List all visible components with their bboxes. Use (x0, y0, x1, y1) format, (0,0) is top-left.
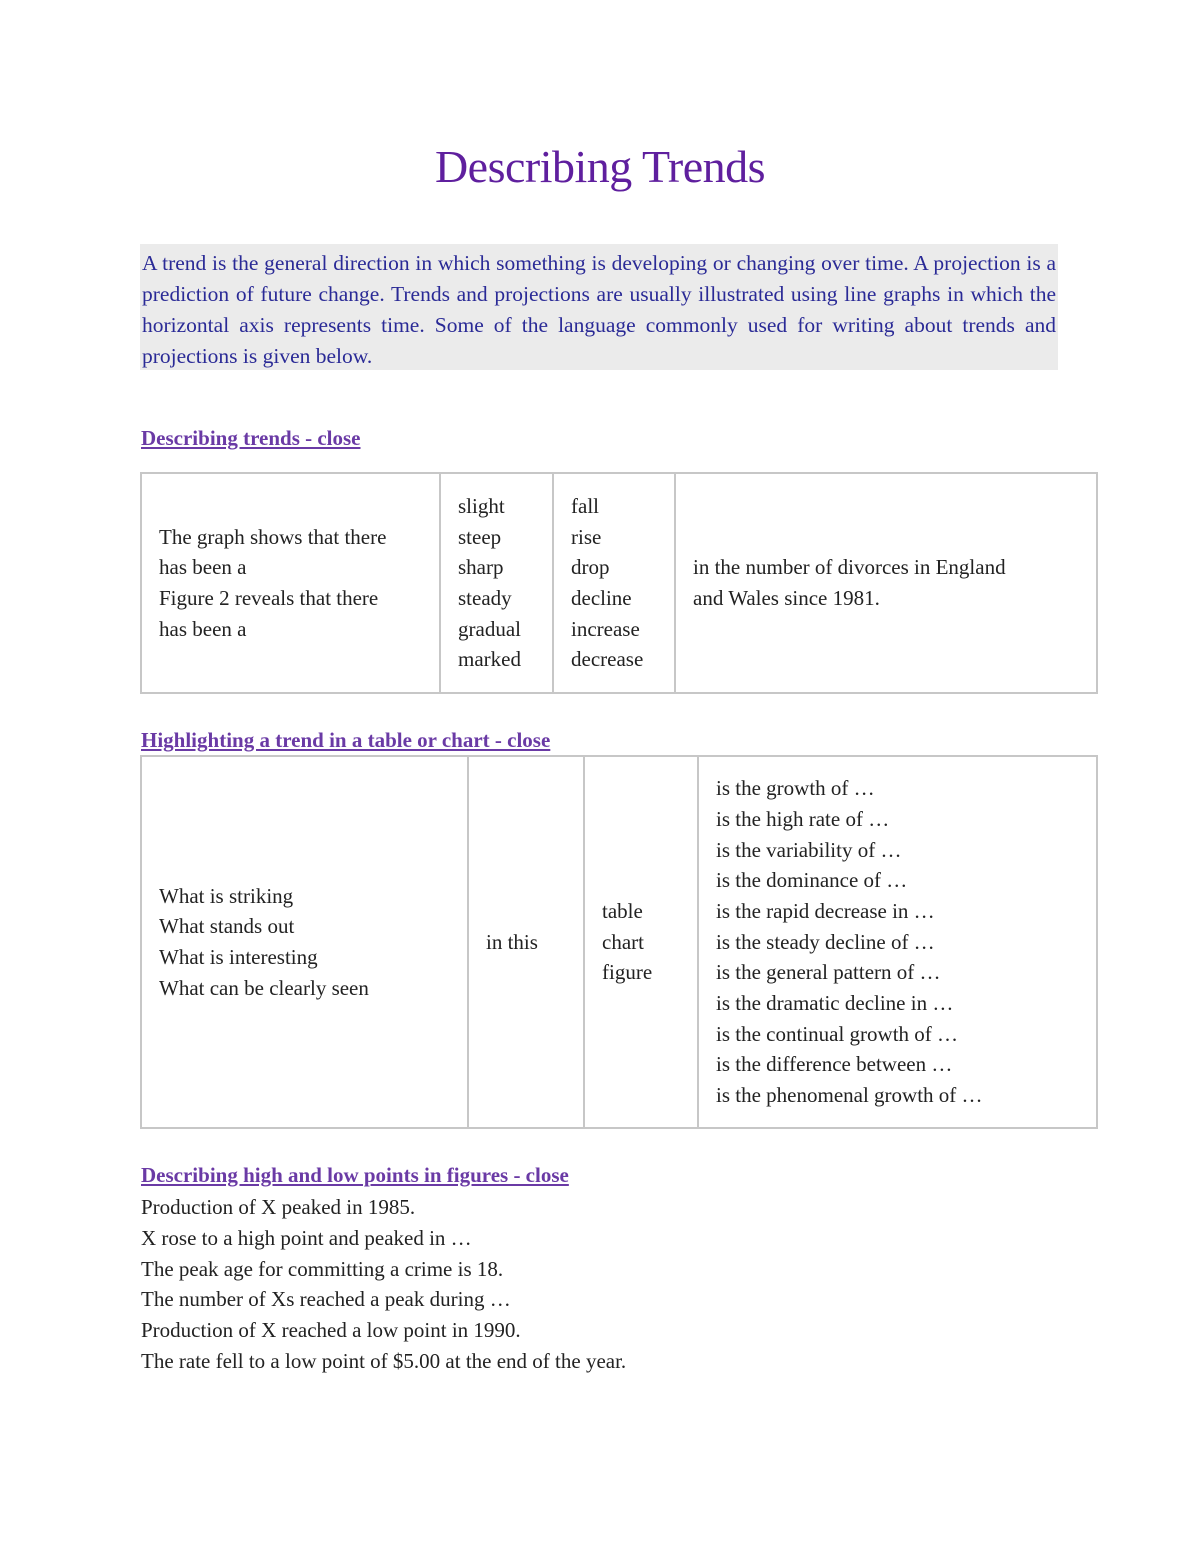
opener-phrase: What can be clearly seen (159, 975, 369, 1000)
adjective-word: steep (458, 524, 502, 549)
subject-phrase: Figure 2 reveals that there (159, 586, 379, 610)
trends-noun-cell (553, 473, 675, 693)
noun-word: drop (571, 555, 610, 580)
noun-word: rise (571, 524, 602, 549)
object-phrase: and Wales since 1981. (693, 586, 880, 610)
subject-phrase: has been a (159, 555, 247, 580)
highlight-phrase: is the variability of … (716, 837, 902, 862)
source-word: figure (602, 960, 653, 985)
adjective-word: marked (458, 647, 521, 672)
high-low-examples (141, 1192, 626, 1377)
highlight-phrase: is the growth of … (716, 776, 875, 801)
highlight-phrase: is the difference between … (716, 1052, 953, 1077)
section-heading-highlighting-trend[interactable]: Highlighting a trend in a table or chart - close (141, 728, 551, 752)
intro-paragraph: A trend is the general direction in which something is developing or changing over time. A projection is a prediction of future change. Trends and projections are usually illustrated using line graphs in which the horizontal axis represents time. Some of the language commonly used for writing about trends and projections is given below. (140, 244, 1058, 370)
noun-word: fall (571, 493, 599, 518)
highlighting-table (140, 755, 1098, 1129)
example-sentence: The number of Xs reached a peak during … (141, 1287, 511, 1312)
page-title: Describing Trends (434, 141, 766, 192)
example-sentence: X rose to a high point and peaked in … (141, 1225, 472, 1250)
example-sentence: Production of X peaked in 1985. (141, 1195, 416, 1219)
adjective-word: steady (458, 586, 512, 610)
section-heading-high-low-points[interactable]: Describing high and low points in figures - close (141, 1163, 569, 1187)
highlight-connector-cell (468, 756, 584, 1128)
example-sentence: The peak age for committing a crime is 18. (141, 1256, 504, 1281)
highlight-phrase: is the general pattern of … (716, 960, 941, 985)
trends-adjective-cell (440, 473, 553, 693)
highlight-phrase: is the dominance of … (716, 868, 908, 893)
highlight-phrase: is the phenomenal growth of … (716, 1083, 983, 1108)
noun-word: decrease (571, 647, 644, 672)
object-phrase: in the number of divorces in England (693, 555, 1006, 580)
highlight-phrase: is the continual growth of … (716, 1021, 959, 1046)
opener-phrase: What is striking (159, 883, 294, 908)
adjective-word: slight (458, 493, 505, 518)
opener-phrase: What stands out (159, 914, 295, 939)
highlight-opener-cell (141, 756, 468, 1128)
opener-phrase: What is interesting (159, 945, 318, 969)
highlight-phrase: is the high rate of … (716, 806, 890, 831)
adjective-word: sharp (458, 555, 504, 580)
highlight-phrase: is the steady decline of … (716, 929, 935, 954)
highlight-phrase: is the dramatic decline in … (716, 991, 954, 1016)
trends-object-cell (675, 473, 1097, 693)
highlight-phrase: is the rapid decrease in … (716, 898, 935, 923)
highlight-phrase-cell (698, 756, 1097, 1128)
source-word: table (602, 898, 643, 923)
subject-phrase: has been a (159, 616, 247, 641)
highlight-source-cell (584, 756, 698, 1128)
noun-word: decline (571, 586, 632, 610)
adjective-word: gradual (458, 616, 521, 641)
trends-subject-cell (141, 473, 440, 693)
trends-table (140, 472, 1098, 694)
example-sentence: Production of X reached a low point in 1990. (141, 1318, 521, 1343)
subject-phrase: The graph shows that there (159, 524, 387, 549)
connector-phrase: in this (486, 929, 538, 954)
source-word: chart (602, 929, 644, 954)
noun-word: increase (571, 616, 640, 641)
example-sentence: The rate fell to a low point of $5.00 at the end of the year. (141, 1348, 627, 1373)
section-heading-describing-trends[interactable]: Describing trends - close (141, 426, 361, 450)
